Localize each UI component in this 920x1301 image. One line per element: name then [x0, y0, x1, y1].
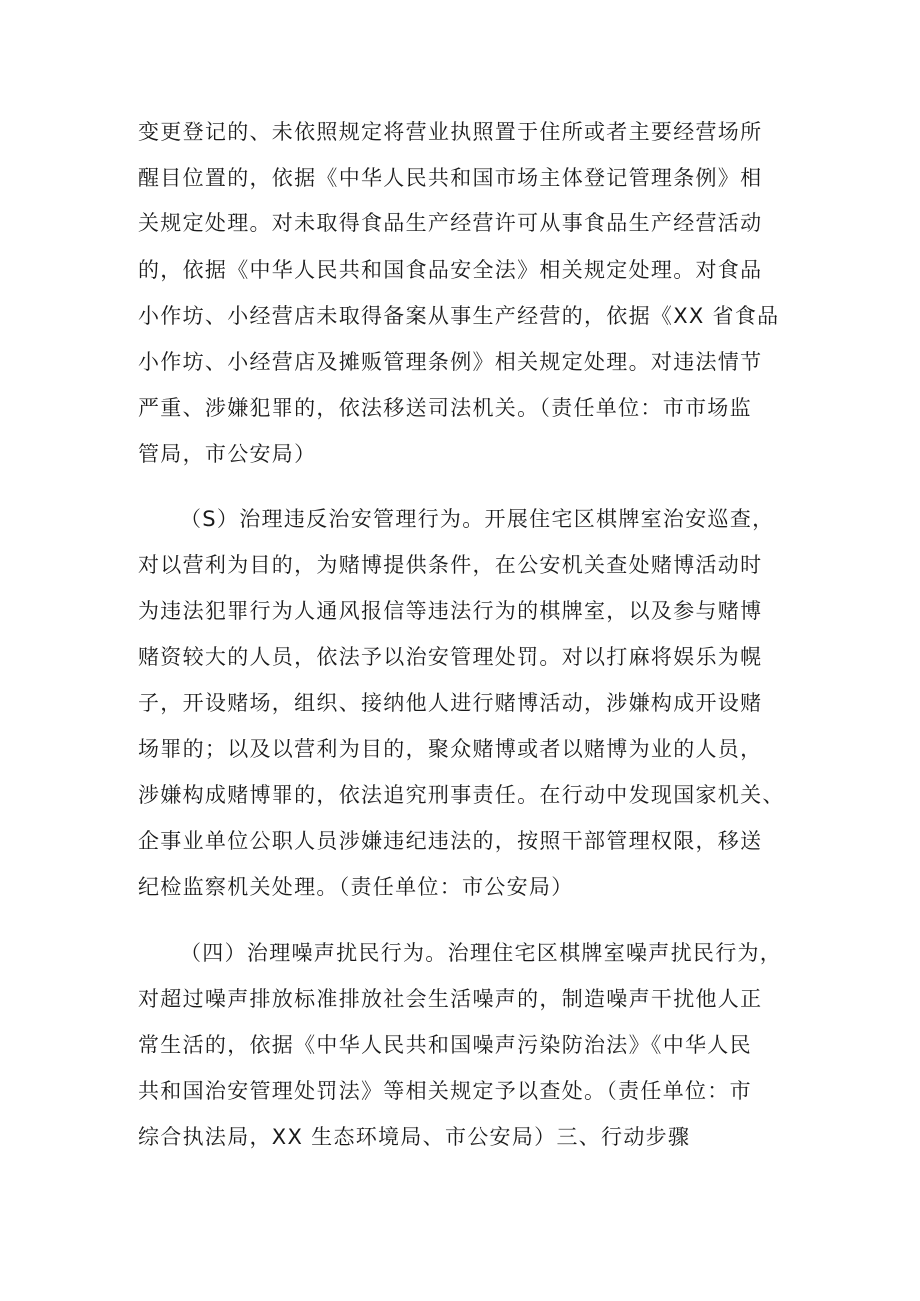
- text-line: 的，依据《中华人民共和国食品安全法》相关规定处理。对食品: [138, 258, 763, 282]
- text-line: 赌资较大的人员，依法予以治安管理处罚。对以打麻将娱乐为幌: [138, 645, 763, 669]
- paragraph-heading-line: （S）治理违反治安管理行为。开展住宅区棋牌室治安巡查，: [180, 507, 775, 531]
- text-line: 场罪的；以及以营利为目的，聚众赌博或者以赌博为业的人员，: [138, 737, 763, 761]
- text-line: 子，开设赌场，组织、接纳他人进行赌博活动，涉嫌构成开设赌: [138, 691, 763, 715]
- paragraph-heading-line: （四）治理噪声扰民行为。治理住宅区棋牌室噪声扰民行为，: [180, 941, 783, 965]
- text-line: 常生活的，依据《中华人民共和国噪声污染防治法》《中华人民: [138, 1033, 752, 1057]
- text-line: 小作坊、小经营店未取得备案从事生产经营的，依据《XX 省食品: [138, 304, 780, 328]
- text-line: 醒目位置的，依据《中华人民共和国市场主体登记管理条例》相: [138, 166, 763, 190]
- text-line: 严重、涉嫌犯罪的，依法移送司法机关。（责任单位：市市场监: [138, 396, 752, 420]
- text-line: 变更登记的、未依照规定将营业执照置于住所或者主要经营场所: [138, 120, 763, 144]
- text-line: 涉嫌构成赌博罪的，依法追究刑事责任。在行动中发现国家机关、: [138, 783, 785, 807]
- text-line: 小作坊、小经营店及摊贩管理条例》相关规定处理。对违法情节: [138, 350, 763, 374]
- text-line: 关规定处理。对未取得食品生产经营许可从事食品生产经营活动: [138, 211, 763, 235]
- text-line: 为违法犯罪行为人通风报信等违法行为的棋牌室，以及参与赌博: [138, 599, 763, 623]
- text-line: 对以营利为目的，为赌博提供条件，在公安机关查处赌博活动时: [138, 553, 763, 577]
- text-line: 企事业单位公职人员涉嫌违纪违法的，按照干部管理权限，移送: [138, 829, 763, 853]
- text-line: 纪检监察机关处理。（责任单位：市公安局）: [138, 875, 574, 899]
- text-line: 共和国治安管理处罚法》等相关规定予以查处。（责任单位：市: [138, 1079, 752, 1103]
- text-line: 对超过噪声排放标准排放社会生活噪声的，制造噪声干扰他人正: [138, 987, 763, 1011]
- text-line: 管局，市公安局）: [138, 442, 317, 466]
- text-line: 综合执法局，XX 生态环境局、市公安局）三、行动步骤: [138, 1125, 691, 1149]
